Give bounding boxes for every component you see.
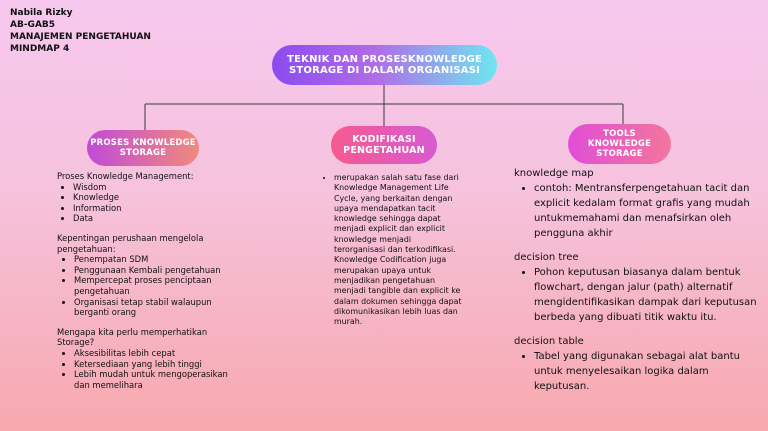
branch-kodifikasi-pengetahuan <box>331 126 437 164</box>
proses-km-list <box>57 182 237 224</box>
course-name: MANAJEMEN PENGETAHUAN <box>10 32 151 42</box>
decision-tree-title: decision tree <box>514 252 579 263</box>
list-item: • Wisdom <box>73 182 237 193</box>
kodifikasi-content <box>322 173 462 327</box>
proses-content <box>57 171 237 390</box>
tools-content <box>514 166 759 394</box>
list-item: • Lebih mudah untuk mengoperasikan dan memelihara <box>74 369 237 390</box>
central-topic-line1: TEKNIK DAN PROSESKNOWLEDGE <box>287 54 482 65</box>
central-topic <box>272 45 497 85</box>
knowledge-map-title: knowledge map <box>514 168 594 179</box>
decision-table-text: • Tabel yang digunakan sebagai alat bantu untuk menyelesaikan logika dalam keputusan. <box>534 349 759 394</box>
branch-proses-knowledge-storage <box>87 130 199 166</box>
branch-label-line1: KODIFIKASI <box>352 134 416 145</box>
central-topic-line2: STORAGE DI DALAM ORGANISASI <box>288 65 481 76</box>
branch-label-line3: STORAGE <box>596 149 643 159</box>
list-item: • Penempatan SDM <box>74 254 237 265</box>
decision-table-list <box>514 349 759 394</box>
branch-tools-knowledge-storage <box>568 124 671 164</box>
branch-label-line1: TOOLS <box>603 129 636 139</box>
kepentingan-title: Kepentingan perushaan mengelola pengetahuan: <box>57 232 204 254</box>
list-item: • Aksesibilitas lebih cepat <box>74 348 237 359</box>
list-item: • Penggunaan Kembali pengetahuan <box>74 265 237 276</box>
knowledge-map-text: • contoh: Mentransferpengetahuan tacit dan explicit kedalam format grafis yang mudah untukmemahami dan menafsirkan oleh pengguna akhir <box>534 181 759 241</box>
list-item: • Knowledge <box>73 192 237 203</box>
kodifikasi-text: • merupakan salah satu fase dari Knowledge Management Life Cycle, yang berkaitan dengan upaya mendapatkan tacit knowledge sehingga dapat menjadi explicit dan explicit knowledge menjadi terorganisasi dan terkodifikasi. Knowledge Codification juga merupakan upaya untuk menjadikan pengetahuan menjadi tangible dan explicit ke dalam dokumen sehingga dapat dikomunikasikan lebih luas dan murah. <box>334 173 462 327</box>
list-item: • Organisasi tetap stabil walaupun berganti orang <box>74 297 237 318</box>
list-item: • Information <box>73 203 237 214</box>
author-name: Nabila Rizky <box>10 8 73 18</box>
kodifikasi-list <box>322 173 462 327</box>
decision-table-title: decision table <box>514 336 584 347</box>
proses-intro: Proses Knowledge Management: <box>57 171 194 181</box>
assignment-title: MINDMAP 4 <box>10 44 70 54</box>
list-item: • Data <box>73 213 237 224</box>
decision-tree-text: • Pohon keputusan biasanya dalam bentuk flowchart, dengan jalur (path) alternatif mengidentifikasikan dampak dari keputusan berbeda yang dibuati titik waktu itu. <box>534 265 759 325</box>
branch-label-line2: STORAGE <box>119 148 167 158</box>
branch-label-line1: PROSES KNOWLEDGE <box>90 138 196 148</box>
mengapa-list <box>57 348 237 390</box>
decision-tree-list <box>514 265 759 325</box>
branch-label-line2: KNOWLEDGE <box>587 139 652 149</box>
author-header <box>10 7 151 55</box>
kepentingan-list <box>57 254 237 318</box>
list-item: • Ketersediaan yang lebih tinggi <box>74 359 237 370</box>
class-code: AB-GAB5 <box>10 20 56 30</box>
list-item: • Mempercepat proses penciptaan pengetahuan <box>74 275 237 296</box>
branch-label-line2: PENGETAHUAN <box>343 145 425 156</box>
mengapa-title: Mengapa kita perlu memperhatikan Storage? <box>57 326 208 348</box>
knowledge-map-list <box>514 181 759 241</box>
